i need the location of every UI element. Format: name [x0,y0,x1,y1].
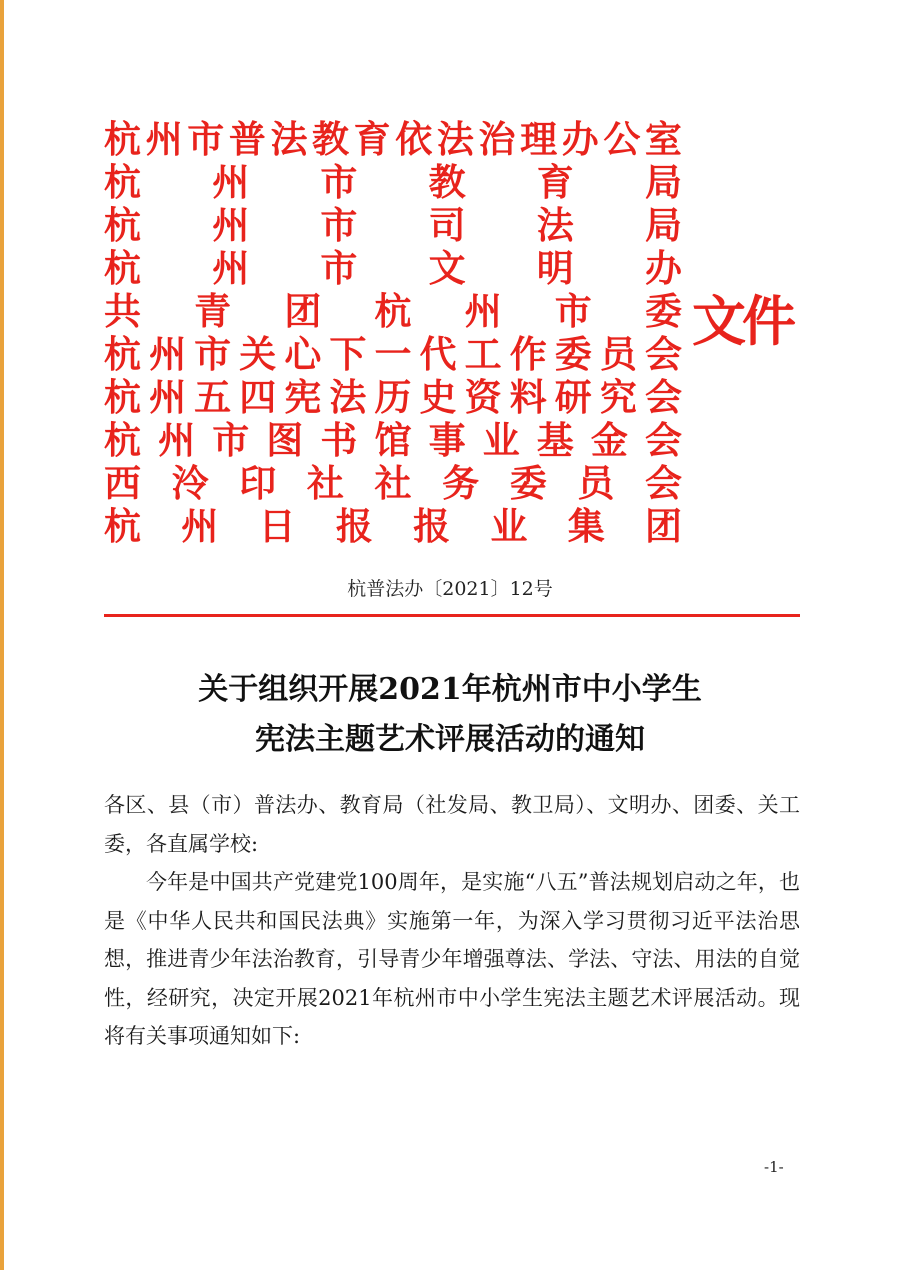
issuer-char: 理 [520,118,558,161]
issuer-char: 五 [194,376,232,419]
issuer-char: 业 [482,419,520,462]
issuer-char: 州 [181,505,219,548]
salutation: 各区、县（市）普法办、教育局（社发局、教卫局）、文明办、团委、关工委，各直属学校: [104,793,800,856]
issuer-char: 杭 [104,161,141,204]
issuer-char: 青 [194,290,232,333]
issuer-char: 杭 [104,118,141,161]
issuer-char: 杭 [104,247,141,290]
issuer-char: 集 [567,505,605,548]
issuer-char: 室 [644,118,682,161]
issuer-char: 事 [428,419,466,462]
issuer-char: 团 [644,505,682,548]
issuer-char: 委 [644,290,682,333]
issuer-char: 市 [194,333,232,376]
issuer-char: 育 [536,161,574,204]
issuer-char: 市 [554,290,592,333]
notice-title-line-1: 关于组织开展2021年杭州市中小学生 [198,672,702,707]
issuer-char: 基 [536,419,574,462]
issuer-char: 四 [239,376,277,419]
issuer-char: 员 [599,333,637,376]
issuer-char: 关 [239,333,277,376]
issuer-char: 研 [554,376,592,419]
issuer-char: 公 [603,118,641,161]
issuer-char: 法 [536,204,574,247]
issuer-char: 市 [320,161,358,204]
issuer-char: 馆 [374,419,412,462]
issuer-row [104,505,682,548]
issuer-char: 教 [312,118,350,161]
issuer-char: 书 [320,419,358,462]
left-edge-rule [0,0,4,1270]
issuer-char: 法 [436,118,474,161]
issuer-row [104,462,682,505]
issuer-char: 西 [104,462,141,505]
issuer-char: 究 [599,376,637,419]
issuer-char: 杭 [374,290,412,333]
issuer-char: 州 [158,419,196,462]
issuer-char: 市 [212,419,250,462]
issuer-char: 明 [536,247,574,290]
notice-body [104,786,800,1056]
issuer-char: 报 [413,505,451,548]
issuer-char: 杭 [104,419,141,462]
issuer-char: 一 [374,333,412,376]
issuer-char: 员 [577,462,615,505]
issuer-char: 杭 [104,333,141,376]
issuer-row [104,419,682,462]
issuer-row [104,247,682,290]
issuer-char: 杭 [104,376,141,419]
issuer-char: 州 [149,376,187,419]
document-type-label: 文件 [692,290,792,353]
issuer-char: 州 [464,290,502,333]
issuer-char: 委 [509,462,547,505]
issuer-char: 社 [306,462,344,505]
issuer-char: 泠 [171,462,209,505]
issuer-char: 州 [212,204,250,247]
issuer-char: 宪 [284,376,322,419]
issuer-char: 治 [478,118,516,161]
issuer-char: 会 [645,462,682,505]
page-number: -1- [764,1158,784,1176]
issuer-char: 史 [419,376,457,419]
issuer-char: 州 [212,247,250,290]
issuer-char: 下 [329,333,367,376]
issuer-char: 杭 [104,204,141,247]
issuer-char: 心 [284,333,322,376]
issuer-char: 市 [320,204,358,247]
issuer-char: 办 [644,247,682,290]
issuer-char: 州 [149,333,187,376]
issuer-char: 报 [335,505,373,548]
issuer-char: 依 [395,118,433,161]
issuer-char: 会 [644,333,682,376]
issuer-char: 局 [644,204,682,247]
issuer-char: 办 [561,118,599,161]
issuer-row [104,118,682,161]
issuer-char: 文 [428,247,466,290]
issuer-char: 杭 [104,505,141,548]
issuer-char: 料 [509,376,547,419]
issuer-char: 教 [428,161,466,204]
issuer-char: 图 [266,419,304,462]
issuer-char: 历 [374,376,412,419]
issuer-row [104,204,682,247]
issuer-row [104,161,682,204]
issuer-char: 资 [464,376,502,419]
issuer-char: 社 [374,462,412,505]
issuer-char: 业 [490,505,528,548]
issuer-char: 市 [320,247,358,290]
issuer-char: 法 [329,376,367,419]
issuer-char: 日 [258,505,296,548]
red-separator-line [104,614,800,617]
issuing-organizations [104,118,682,548]
issuer-char: 司 [428,204,466,247]
issuer-char: 印 [239,462,277,505]
body-paragraph: 今年是中国共产党建党100周年，是实施“八五”普法规划启动之年，也是《中华人民共和国民法典》实施第一年，为深入学习贯彻习近平法治思想，推进青少年法治教育，引导青少年增强尊法、学法、守法、用法的自觉性，经研究，决定开展2021年杭州市中小学生宪法主题艺术评展活动。现将有关事项通知如下: [104,870,800,1048]
issuer-char: 务 [442,462,480,505]
issuer-char: 普 [228,118,266,161]
issuer-char: 市 [187,118,225,161]
issuer-char: 会 [644,376,682,419]
issuer-char: 委 [554,333,592,376]
issuer-char: 作 [509,333,547,376]
issuer-char: 团 [284,290,322,333]
issuer-char: 代 [419,333,457,376]
notice-title-line-2: 宪法主题艺术评展活动的通知 [255,722,645,757]
issuer-row [104,376,682,419]
issuer-row [104,290,682,333]
issuer-char: 会 [644,419,682,462]
issuer-char: 法 [270,118,308,161]
issuer-char: 工 [464,333,502,376]
issuer-char: 育 [353,118,391,161]
document-number: 杭普法办〔2021〕12号 [347,578,553,600]
issuer-char: 局 [644,161,682,204]
issuer-row [104,333,682,376]
issuer-char: 金 [590,419,628,462]
issuer-char: 共 [104,290,141,333]
issuer-char: 州 [145,118,183,161]
issuer-char: 州 [212,161,250,204]
